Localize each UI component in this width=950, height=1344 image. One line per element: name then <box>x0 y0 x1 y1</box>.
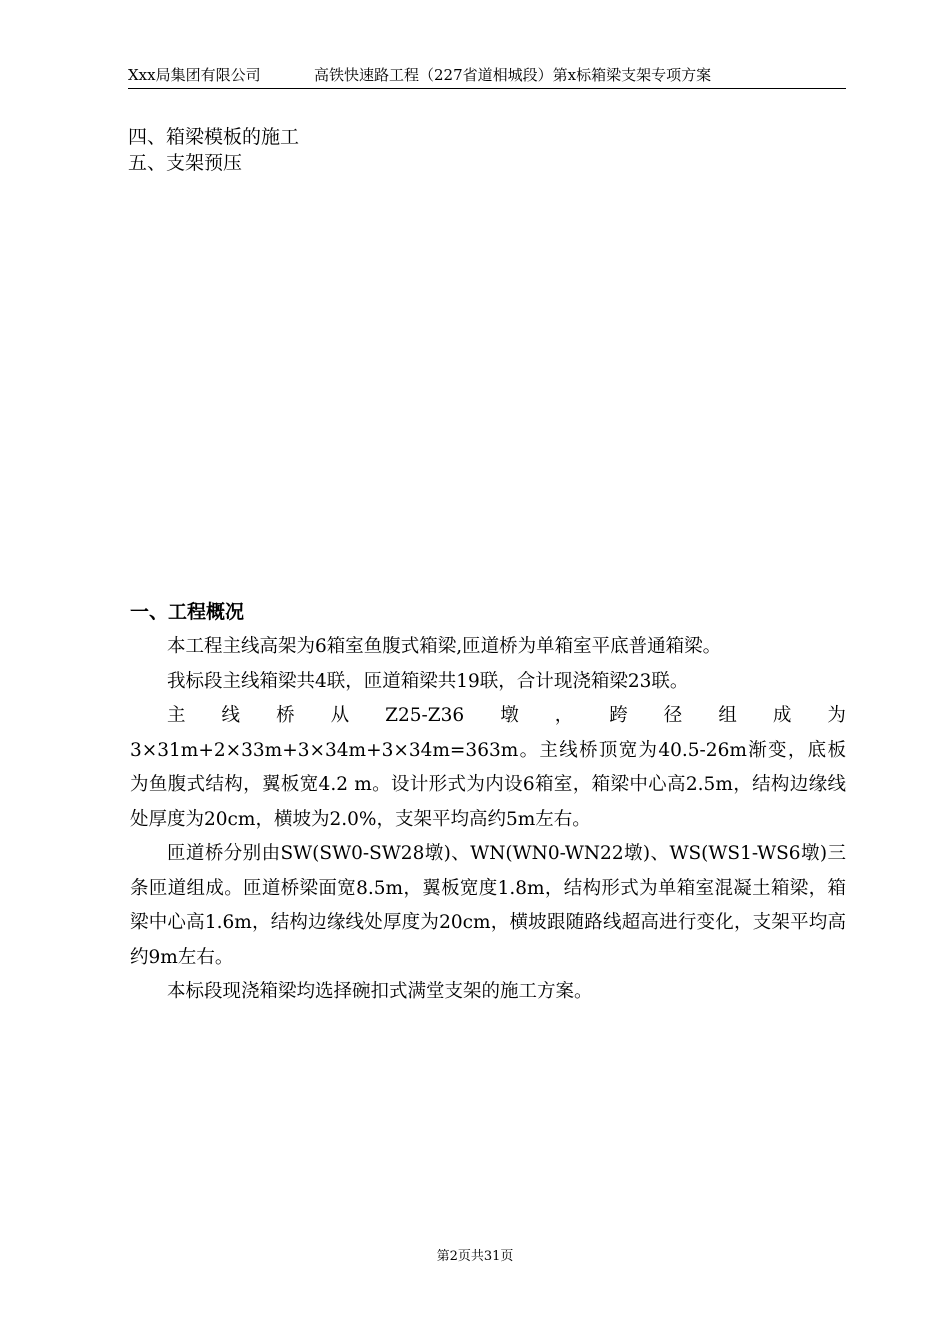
word: 线 <box>221 705 241 726</box>
paragraph-first-line <box>130 699 846 734</box>
header-company: Xxx局集团有限公司 <box>128 66 261 84</box>
word: 径 <box>663 705 683 726</box>
word: 成 <box>772 705 792 726</box>
page-header <box>128 64 846 89</box>
paragraph: 本标段现浇箱梁均选择碗扣式满堂支架的施工方案。 <box>167 981 593 1002</box>
toc-item[interactable]: 四、箱梁模板的施工 <box>128 126 300 148</box>
word: 墩 <box>500 705 519 726</box>
paragraph-continuation: 3×31m+2×33m+3×34m+3×34m=363m。主线桥顶宽为40.5-26m渐变，底板为鱼腹式结构，翼板宽4.2 m。设计形式为内设6箱室，箱梁中心高2.5m，结构边缘线处厚度为20cm，横坡为2.0%，支架平均高约5m左右。 <box>130 739 846 830</box>
word: 跨 <box>609 705 628 726</box>
toc-item[interactable]: 五、支架预压 <box>128 152 243 174</box>
section-heading: 一、工程概况 <box>130 601 245 623</box>
word: Z25-Z36 <box>385 705 465 726</box>
header-project-title: 高铁快速路工程（227省道相城段）第x标箱梁支架专项方案 <box>314 66 712 84</box>
word: 主 <box>167 705 186 726</box>
table-of-contents <box>128 124 299 176</box>
word: 从 <box>330 705 350 726</box>
paragraph: 我标段主线箱梁共4联，匝道箱梁共19联，合计现浇箱梁23联。 <box>167 670 689 692</box>
word: 桥 <box>276 705 295 726</box>
word: ， <box>554 705 574 726</box>
section-project-overview <box>130 596 846 1010</box>
paragraph: 本工程主线高架为6箱室鱼腹式箱梁,匝道桥为单箱室平底普通箱梁。 <box>167 636 722 657</box>
word: 组 <box>718 705 737 726</box>
paragraph-main-bridge <box>130 699 846 837</box>
word: 为 <box>827 705 846 726</box>
page-footer: 第2页共31页 <box>436 1249 514 1264</box>
paragraph: 匝道桥分别由SW(SW0-SW28墩)、WN(WN0-WN22墩)、WS(WS1-WS6墩)三条匝道组成。匝道桥梁面宽8.5m，翼板宽度1.8m，结构形式为单箱室混凝土箱梁，箱梁中心高1.6m，结构边缘线处厚度为20cm，横坡跟随路线超高进行变化，支架平均高约9m左右。 <box>130 843 846 968</box>
